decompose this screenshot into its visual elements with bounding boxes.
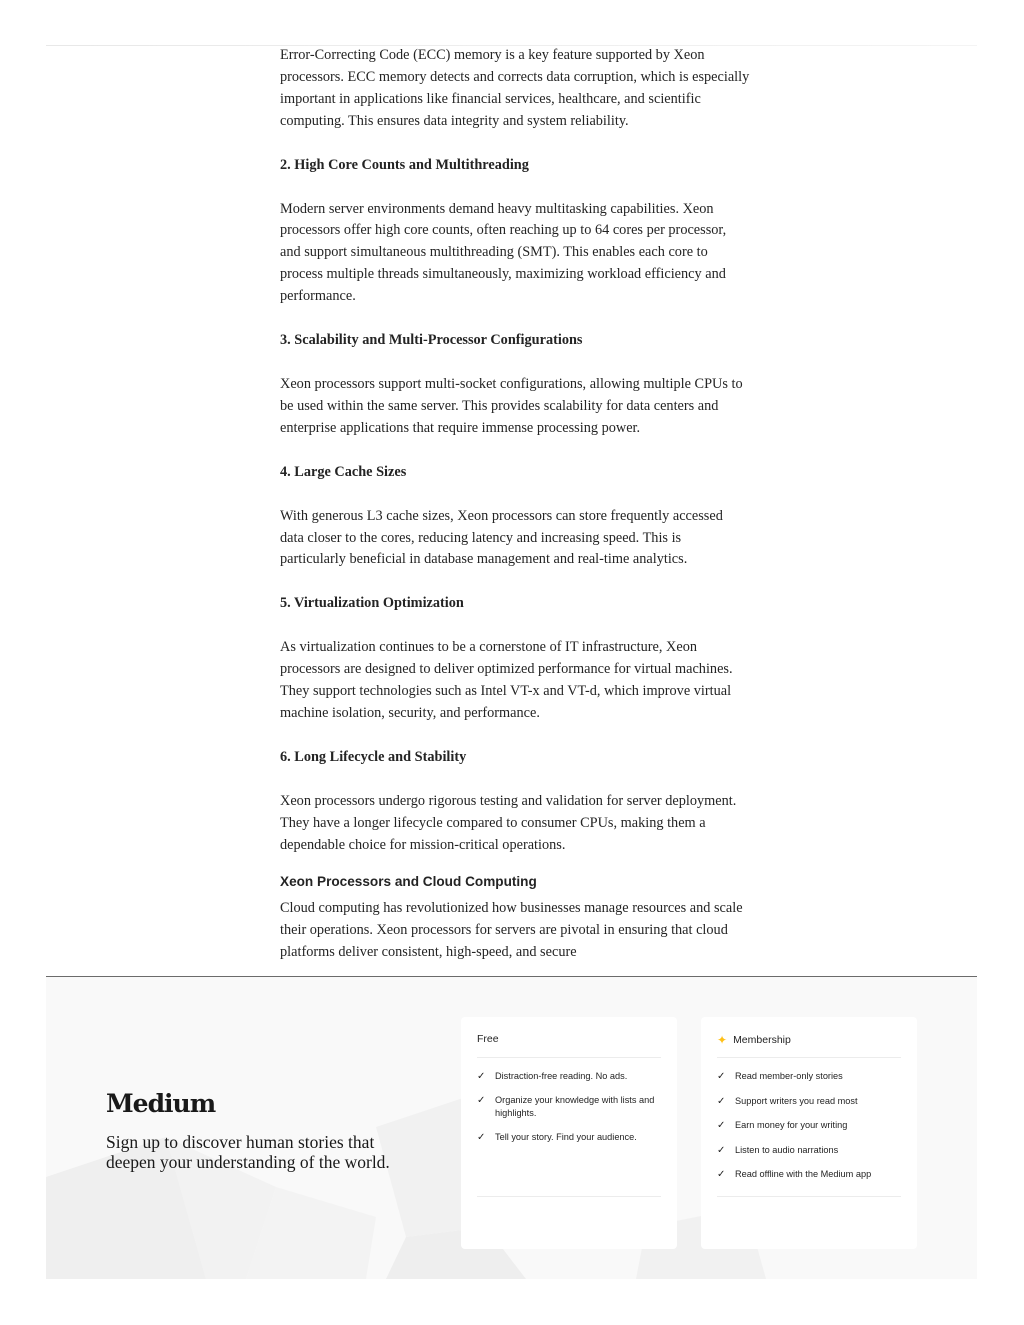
feature-item (717, 1095, 901, 1108)
feature-item (717, 1119, 901, 1132)
article-paragraph: Error-Correcting Code (ECC) memory is a key feature supported by Xeon processors. ECC memory detects and corrects data corruption, which is especially important in applications like financial services, healthcare, and scientific computing. This ensures data integrity and system reliability. (280, 47, 750, 129)
feature-text: Organize your knowledge with lists and highlights. (495, 1095, 655, 1118)
article-paragraph: Xeon processors support multi-socket configurations, allowing multiple CPUs to be used within the same server. This provides scalability for data centers and enterprise applications that require immense processing power. (280, 375, 743, 436)
medium-logo[interactable]: Medium (106, 1089, 216, 1118)
membership-plan-features (717, 1070, 901, 1193)
article-paragraph: Xeon processors undergo rigorous testing and validation for server deployment. They have a longer lifecycle compared to consumer CPUs, making them a dependable choice for mission-critical operations. (280, 792, 737, 853)
membership-plan-title (717, 1033, 791, 1047)
free-plan-title (477, 1033, 499, 1045)
membership-plan-title-text: Membership (733, 1034, 791, 1046)
article-paragraph: Modern server environments demand heavy multitasking capabilities. Xeon processors offer high core counts, often reaching up to 64 cores per processor, and support simultaneous multithreading (SMT). This enables each core to process multiple threads simultaneously, maximizing workload efficiency and performance. (280, 200, 727, 305)
check-icon: ✓ (717, 1144, 726, 1156)
feature-text: Tell your story. Find your audience. (495, 1132, 637, 1142)
footer-tagline: Sign up to discover human stories that deepen your understanding of the world. (106, 1132, 390, 1172)
article-paragraph: Cloud computing has revolutionized how businesses manage resources and scale their operations. Xeon processors for servers are pivotal in ensuring that cloud platforms deliver consistent, high-speed, and secure (280, 900, 743, 961)
check-icon: ✓ (717, 1095, 726, 1107)
check-icon: ✓ (477, 1095, 486, 1106)
free-plan-card[interactable] (461, 1017, 677, 1249)
article-paragraph: As virtualization continues to be a cornerstone of IT infrastructure, Xeon processors are designed to deliver optimized performance for virtual machines. They support technologies such as Intel VT-x and VT-d, which improve virtual machine isolation, security, and performance. (280, 639, 733, 721)
sparkle-icon: ✦ (717, 1033, 728, 1047)
article-subheading: 4. Large Cache Sizes (280, 463, 407, 480)
card-divider (717, 1057, 901, 1058)
check-icon: ✓ (477, 1132, 486, 1143)
feature-item (477, 1094, 661, 1120)
feature-item (717, 1168, 901, 1181)
article-subheading: 6. Long Lifecycle and Stability (280, 748, 467, 765)
signup-footer (46, 976, 977, 1279)
feature-text: Listen to audio narrations (735, 1144, 839, 1155)
check-icon: ✓ (717, 1169, 726, 1180)
article-subheading: 2. High Core Counts and Multithreading (280, 156, 529, 173)
feature-item (477, 1131, 661, 1144)
feature-text: Support writers you read most (735, 1095, 858, 1106)
feature-text: Read member-only stories (735, 1071, 843, 1081)
feature-item (717, 1070, 901, 1083)
membership-plan-card[interactable] (701, 1017, 917, 1249)
article-body (280, 45, 750, 976)
feature-text: Earn money for your writing (735, 1120, 848, 1130)
card-divider (717, 1196, 901, 1197)
card-divider (477, 1196, 661, 1197)
check-icon: ✓ (477, 1071, 486, 1082)
card-divider (477, 1057, 661, 1058)
article-subheading: 3. Scalability and Multi-Processor Configurations (280, 332, 583, 349)
check-icon: ✓ (717, 1071, 726, 1082)
check-icon: ✓ (717, 1120, 726, 1131)
feature-text: Read offline with the Medium app (735, 1169, 872, 1179)
free-plan-title-text: Free (477, 1033, 499, 1045)
article-paragraph: With generous L3 cache sizes, Xeon processors can store frequently accessed data closer to the cores, reducing latency and increasing speed. This is particularly beneficial in database management and real-time analytics. (280, 507, 723, 568)
article-subheading: 5. Virtualization Optimization (280, 595, 464, 612)
feature-item (477, 1070, 661, 1083)
feature-text: Distraction-free reading. No ads. (495, 1071, 628, 1081)
feature-item (717, 1144, 901, 1157)
free-plan-features (477, 1070, 661, 1155)
section-heading: Xeon Processors and Cloud Computing (280, 874, 537, 890)
